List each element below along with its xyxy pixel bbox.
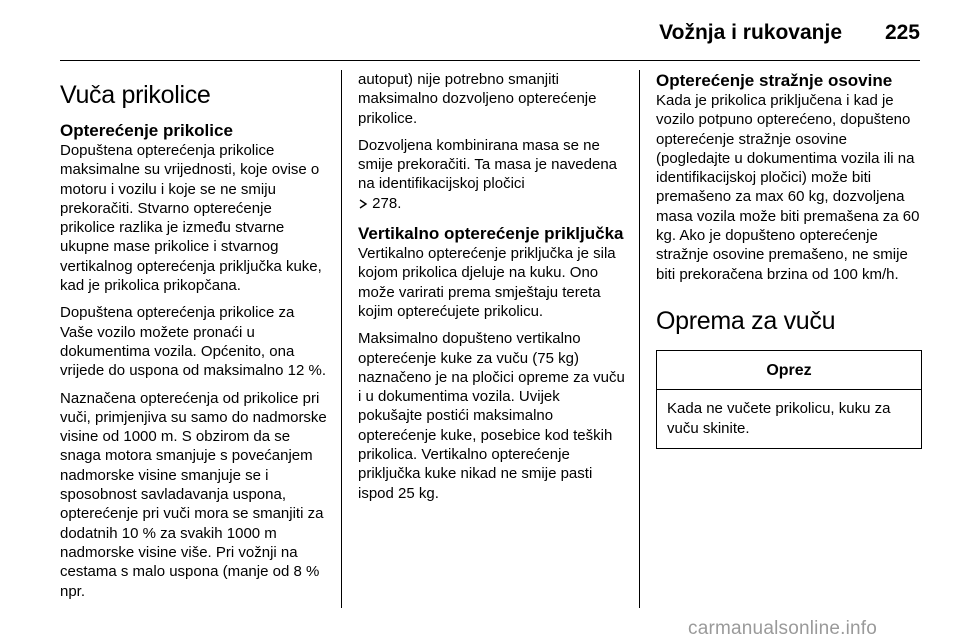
section-title-towing: Vuča prikolice — [60, 81, 211, 109]
paragraph: Vertikalno opterećenje priključka je sila kojom prikolica djeluje na kuku. Ono može varirati prema smještaju tereta kojim opterećujete prikolicu. — [358, 245, 616, 320]
caution-text: Kada ne vučete prikolicu, kuku za vuču skinite. — [667, 400, 891, 437]
paragraph — [358, 136, 628, 213]
paragraph: autoput) nije potrebno smanjiti maksimalno dozvoljeno opterećenje prikolice. — [358, 71, 597, 127]
column-divider-2 — [639, 70, 640, 608]
caution-title: Oprez — [657, 351, 921, 390]
column-2 — [358, 70, 628, 511]
paragraph-text: Dozvoljena kombinirana masa se ne smije prekoračiti. Ta masa je navedena na identifikacijskoj pločici — [358, 136, 618, 193]
paragraph: Kada je prikolica priključena i kad je vozilo potpuno opterećeno, dopušteno opterećenje stražnje osovine (pogledajte u dokumentima vozila ili na identifikacijskoj pločici) može biti premašeno za max 60 kg, dozvoljena masa vozila može biti premašena za 60 kg. Ako je dopušteno opterećenje stražnje osovine premašeno, ne smije biti prekoračena brzina od 100 km/h. — [656, 92, 920, 283]
column-1 — [60, 70, 330, 609]
caution-box — [656, 350, 922, 449]
subsection-title-vertical-load: Vertikalno opterećenje priključka — [358, 224, 624, 244]
page-reference-link[interactable]: 278. — [372, 194, 402, 212]
header-rule — [60, 60, 920, 61]
column-3 — [656, 70, 922, 449]
paragraph: Maksimalno dopušteno vertikalno opterećenje kuke za vuču (75 kg) naznačeno je na pločici opreme za vuču i u dokumentima vozila. Uvijek pokušajte postići maksimalno opterećenje kuke, posebice kod teških prikolica. Vertikalno opterećenje priključka kuke nikad ne smije pasti ispod 25 kg. — [358, 330, 625, 502]
chapter-title: Vožnja i rukovanje — [659, 21, 842, 44]
page-header — [0, 0, 960, 62]
column-divider-1 — [341, 70, 342, 608]
page-number: 225 — [884, 21, 920, 44]
paragraph: Dopuštena opterećenja prikolice za Vaše vozilo možete pronaći u dokumentima vozila. Općenito, ona vrijede do uspona od maksimalno 12 %. — [60, 304, 326, 380]
paragraph: Dopuštena opterećenja prikolice maksimalne su vrijednosti, koje ovise o motoru i vozilu i koje se ne smiju prekoračiti. Stvarno opterećenje prikolice razlika je između stvarne ukupne mase prikolice i stvarnog vertikalnog opterećenja priključka kuke, kad je prikolica prikopčana. — [60, 142, 322, 295]
paragraph: Naznačena opterećenja od prikolice pri vuči, primjenjiva su samo do nadmorske visine od 1000 m. S obzirom da se snaga motora smanjuje s povećanjem nadmorske visine smanjuje se i sposobnost savladavanja uspona, opterećenje pri vuči mora se smanjiti za dodatnih 10 % za svakih 1000 m nadmorske visine više. Pri vožnji na cestama s malo uspona (manje od 8 % npr. — [60, 389, 327, 600]
subsection-title-rear-axle: Opterećenje stražnje osovine — [656, 71, 893, 90]
subsection-title-trailer-load: Opterećenje prikolice — [60, 121, 233, 140]
watermark: carmanualsonline.info — [688, 618, 878, 639]
section-title-towing-equipment: Oprema za vuču — [656, 306, 836, 335]
page-reference-arrow-icon — [358, 195, 368, 205]
